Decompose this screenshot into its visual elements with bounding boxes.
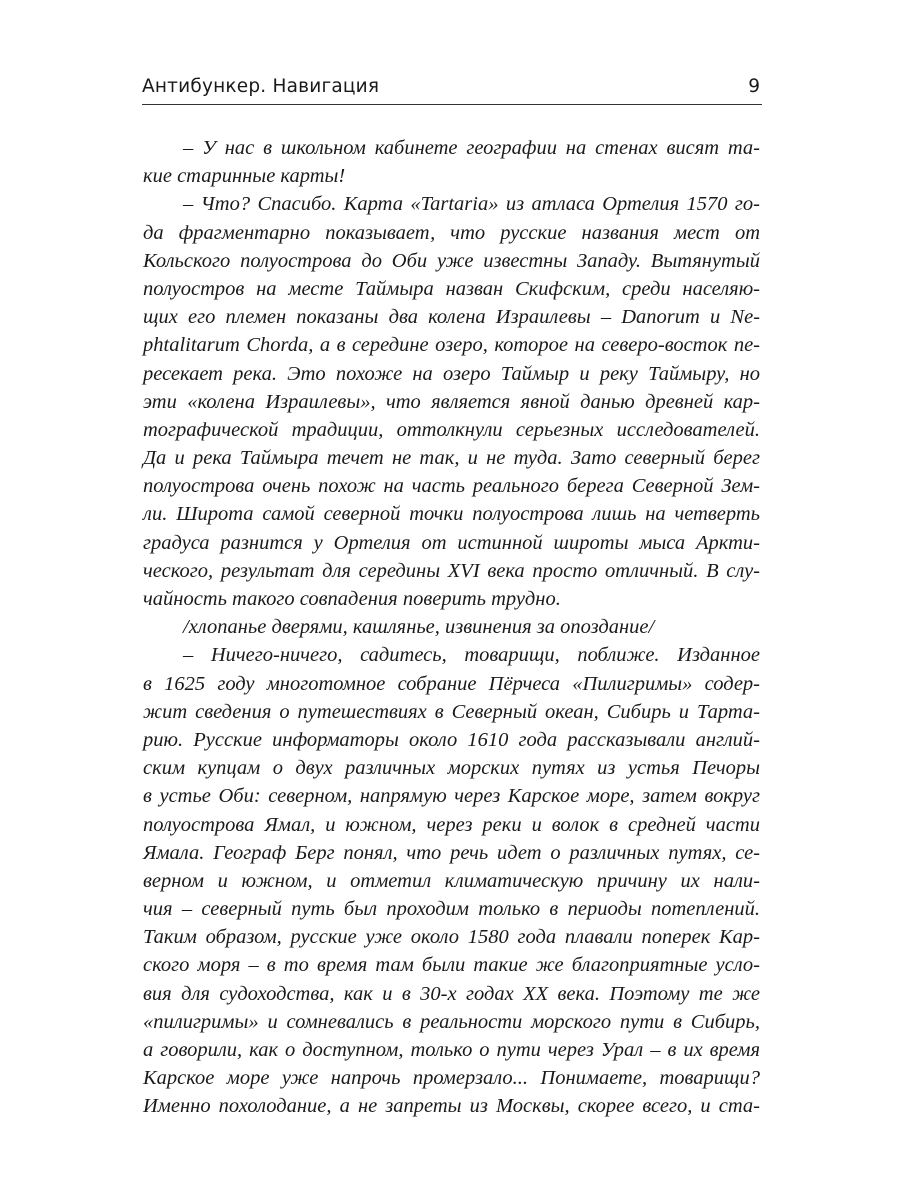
text-line: кие старинные карты! bbox=[143, 165, 346, 188]
text-line: ского моря – в то время там были такие же благоприятные усло- bbox=[143, 954, 760, 977]
text-line: тографической традиции, оттолкнули серьезных исследователей. bbox=[143, 418, 760, 441]
text-line: в устье Оби: северном, напрямую через Карское море, затем вокруг bbox=[143, 785, 760, 808]
text-line: чайность такого совпадения поверить трудно. bbox=[143, 588, 561, 610]
text-line: Именно похолодание, а не запреты из Москвы, скорее всего, и ста- bbox=[143, 1095, 760, 1118]
running-title: Антибункер. Навигация bbox=[142, 76, 380, 97]
text-line: ресекает река. Это похоже на озеро Таймыр и реку Таймыру, но bbox=[143, 362, 760, 385]
text-line: Да и река Таймыра течет не так, и не туда. Зато северный берег bbox=[143, 447, 760, 470]
text-line: ским купцам о двух различных морских путях из устья Печоры bbox=[143, 757, 760, 780]
text-line: ли. Широта самой северной точки полуострова лишь на четверть bbox=[143, 503, 760, 526]
text-line: Кольского полуострова до Оби уже известны Западу. Вытянутый bbox=[143, 249, 760, 272]
text-line: а говорили, как о доступном, только о пути через Урал – в их время bbox=[143, 1039, 760, 1061]
text-line: вия для судоходства, как и в 30-х годах XX века. Поэтому те же bbox=[143, 982, 760, 1005]
text-line: полуострова очень похож на часть реального берега Северной Зем- bbox=[143, 475, 760, 498]
text-line: – У нас в школьном кабинете географии на стенах висят та- bbox=[183, 137, 760, 159]
text-line: phtalitarum Chorda, а в середине озеро, которое на северо-восток пе- bbox=[143, 334, 760, 357]
text-line: Карское море уже напрочь промерзало... Понимаете, товарищи? bbox=[143, 1067, 760, 1090]
text-line: в 1625 году многотомное собрание Пёрчеса «Пилигримы» содер- bbox=[143, 672, 760, 695]
text-line: «пилигримы» и сомневались в реальности морского пути в Сибирь, bbox=[143, 1010, 760, 1033]
text-line: Таким образом, русские уже около 1580 года плавали поперек Кар- bbox=[143, 926, 760, 949]
text-line: верном и южном, и отметил климатическую причину их нали- bbox=[143, 869, 760, 892]
text-line: градуса разнится у Ортелия от истинной широты мыса Аркти- bbox=[143, 531, 760, 554]
text-line: щих его племен показаны два колена Израилевы – Danorum и Ne- bbox=[143, 306, 760, 329]
stage-direction: /хлопанье дверями, кашлянье, извинения за опоздание/ bbox=[183, 616, 655, 639]
text-line: эти «колена Израилевы», что является явной данью древней кар- bbox=[143, 390, 760, 413]
text-line: да фрагментарно показывает, что русские названия мест от bbox=[143, 221, 760, 244]
text-line: – Что? Спасибо. Карта «Tartaria» из атласа Ортелия 1570 го- bbox=[183, 193, 760, 216]
text-line: ческого, результат для середины XVI века просто отличный. В слу- bbox=[143, 559, 760, 582]
text-line: чия – северный путь был проходим только в периоды потеплений. bbox=[143, 898, 760, 921]
page-body-text bbox=[143, 134, 760, 1121]
page-number: 9 bbox=[748, 76, 760, 97]
text-line: Ямала. Географ Берг понял, что речь идет о различных путях, се- bbox=[143, 841, 760, 864]
running-header bbox=[142, 74, 762, 105]
text-line: полуострова Ямал, и южном, через реки и волок в средней части bbox=[143, 813, 760, 836]
text-line: – Ничего-ничего, садитесь, товарищи, поближе. Изданное bbox=[183, 644, 760, 667]
text-line: жит сведения о путешествиях в Северный океан, Сибирь и Тарта- bbox=[143, 700, 760, 723]
text-line: рию. Русские информаторы около 1610 года рассказывали англий- bbox=[143, 728, 760, 751]
text-line: полуостров на месте Таймыра назван Скифским, среди населяю- bbox=[143, 277, 760, 300]
